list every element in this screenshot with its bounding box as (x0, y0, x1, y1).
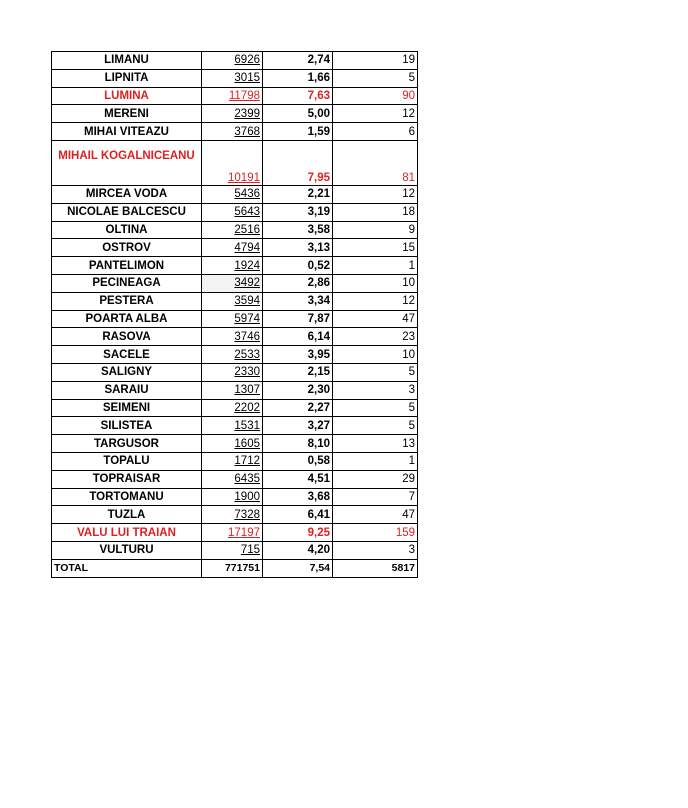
cases-cell: 12 (333, 185, 418, 203)
population-cell: 5643 (202, 203, 263, 221)
cases-cell: 15 (333, 239, 418, 257)
table-row (52, 87, 418, 105)
cases-cell: 5 (333, 399, 418, 417)
rate-cell: 8,10 (263, 435, 333, 453)
population-cell: 5974 (202, 310, 263, 328)
population-cell: 715 (202, 541, 263, 559)
locality-name: PECINEAGA (52, 274, 202, 292)
locality-name: TARGUSOR (52, 435, 202, 453)
table-row (52, 488, 418, 506)
rate-cell: 5,00 (263, 105, 333, 123)
rate-cell: 2,74 (263, 52, 333, 70)
cases-cell: 3 (333, 541, 418, 559)
population-cell: 1900 (202, 488, 263, 506)
population-cell: 1605 (202, 435, 263, 453)
locality-name: VALU LUI TRAIAN (52, 524, 202, 542)
locality-name: SEIMENI (52, 399, 202, 417)
population-cell: 2516 (202, 221, 263, 239)
rate-cell: 4,20 (263, 541, 333, 559)
cases-cell: 9 (333, 221, 418, 239)
table-row (52, 452, 418, 470)
table-row (52, 123, 418, 141)
population-cell: 2330 (202, 363, 263, 381)
rate-cell: 4,51 (263, 470, 333, 488)
locality-name: POARTA ALBA (52, 310, 202, 328)
cases-cell: 7 (333, 488, 418, 506)
locality-name: SILISTEA (52, 417, 202, 435)
population-cell: 1307 (202, 381, 263, 399)
cases-cell: 47 (333, 310, 418, 328)
table-row (52, 541, 418, 559)
rate-cell: 3,19 (263, 203, 333, 221)
population-cell: 2202 (202, 399, 263, 417)
locality-name: VULTURU (52, 541, 202, 559)
locality-name: RASOVA (52, 328, 202, 346)
cases-cell: 10 (333, 274, 418, 292)
population-cell: 10191 (202, 140, 263, 185)
rate-cell: 3,95 (263, 346, 333, 364)
rate-cell: 7,95 (263, 140, 333, 185)
locality-name: MIHAI VITEAZU (52, 123, 202, 141)
table-row (52, 346, 418, 364)
population-cell: 3015 (202, 69, 263, 87)
table-row (52, 399, 418, 417)
table-row (52, 292, 418, 310)
table-body (52, 52, 418, 560)
rate-cell: 2,30 (263, 381, 333, 399)
rate-cell: 7,87 (263, 310, 333, 328)
cases-cell: 47 (333, 506, 418, 524)
rate-cell: 3,27 (263, 417, 333, 435)
rate-cell: 6,41 (263, 506, 333, 524)
cases-cell: 19 (333, 52, 418, 70)
rate-cell: 7,63 (263, 87, 333, 105)
total-row (52, 559, 418, 577)
table-row (52, 524, 418, 542)
population-cell: 1712 (202, 452, 263, 470)
cases-cell: 10 (333, 346, 418, 364)
locality-name: MIRCEA VODA (52, 185, 202, 203)
table-row (52, 69, 418, 87)
locality-name: TORTOMANU (52, 488, 202, 506)
table-row (52, 203, 418, 221)
table-row (52, 417, 418, 435)
population-cell: 3492 (202, 274, 263, 292)
population-cell: 3768 (202, 123, 263, 141)
rate-cell: 6,14 (263, 328, 333, 346)
locality-name: PESTERA (52, 292, 202, 310)
cases-cell: 90 (333, 87, 418, 105)
table-row (52, 239, 418, 257)
total-cases: 5817 (333, 559, 418, 577)
rate-cell: 1,66 (263, 69, 333, 87)
cases-cell: 1 (333, 452, 418, 470)
population-cell: 6435 (202, 470, 263, 488)
table-row (52, 221, 418, 239)
locality-name: PANTELIMON (52, 257, 202, 275)
total-population: 771751 (202, 559, 263, 577)
rate-cell: 0,58 (263, 452, 333, 470)
rate-cell: 3,68 (263, 488, 333, 506)
locality-name: SALIGNY (52, 363, 202, 381)
rate-cell: 2,27 (263, 399, 333, 417)
cases-cell: 1 (333, 257, 418, 275)
locality-name: SARAIU (52, 381, 202, 399)
table-row (52, 140, 418, 185)
population-cell: 4794 (202, 239, 263, 257)
rate-cell: 3,58 (263, 221, 333, 239)
locality-name: TOPALU (52, 452, 202, 470)
table-row (52, 257, 418, 275)
cases-cell: 5 (333, 69, 418, 87)
rate-cell: 0,52 (263, 257, 333, 275)
cases-cell: 3 (333, 381, 418, 399)
locality-name: NICOLAE BALCESCU (52, 203, 202, 221)
cases-cell: 18 (333, 203, 418, 221)
rate-cell: 2,15 (263, 363, 333, 381)
locality-name: OSTROV (52, 239, 202, 257)
data-table (51, 51, 418, 578)
rate-cell: 9,25 (263, 524, 333, 542)
locality-name: MIHAIL KOGALNICEANU (52, 140, 202, 185)
table-row (52, 328, 418, 346)
population-cell: 17197 (202, 524, 263, 542)
table-row (52, 105, 418, 123)
population-cell: 3746 (202, 328, 263, 346)
table-row (52, 52, 418, 70)
population-cell: 11798 (202, 87, 263, 105)
locality-name: TUZLA (52, 506, 202, 524)
locality-name: OLTINA (52, 221, 202, 239)
table-row (52, 435, 418, 453)
cases-cell: 29 (333, 470, 418, 488)
cases-cell: 5 (333, 417, 418, 435)
rate-cell: 2,86 (263, 274, 333, 292)
cases-cell: 159 (333, 524, 418, 542)
population-cell: 1531 (202, 417, 263, 435)
rate-cell: 1,59 (263, 123, 333, 141)
population-cell: 7328 (202, 506, 263, 524)
total-label: TOTAL (52, 559, 202, 577)
population-cell: 2533 (202, 346, 263, 364)
population-cell: 6926 (202, 52, 263, 70)
table-row (52, 274, 418, 292)
cases-cell: 81 (333, 140, 418, 185)
cases-cell: 12 (333, 105, 418, 123)
cases-cell: 23 (333, 328, 418, 346)
total-rate: 7,54 (263, 559, 333, 577)
population-cell: 5436 (202, 185, 263, 203)
locality-name: TOPRAISAR (52, 470, 202, 488)
locality-name: MERENI (52, 105, 202, 123)
table-row (52, 506, 418, 524)
population-cell: 1924 (202, 257, 263, 275)
cases-cell: 5 (333, 363, 418, 381)
table-row (52, 185, 418, 203)
locality-name: LIMANU (52, 52, 202, 70)
locality-name: SACELE (52, 346, 202, 364)
cases-cell: 13 (333, 435, 418, 453)
table-row (52, 363, 418, 381)
cases-cell: 6 (333, 123, 418, 141)
table-row (52, 310, 418, 328)
table-row (52, 470, 418, 488)
cases-cell: 12 (333, 292, 418, 310)
population-cell: 3594 (202, 292, 263, 310)
locality-name: LIPNITA (52, 69, 202, 87)
rate-cell: 3,34 (263, 292, 333, 310)
locality-name: LUMINA (52, 87, 202, 105)
table-row (52, 381, 418, 399)
rate-cell: 3,13 (263, 239, 333, 257)
population-cell: 2399 (202, 105, 263, 123)
rate-cell: 2,21 (263, 185, 333, 203)
